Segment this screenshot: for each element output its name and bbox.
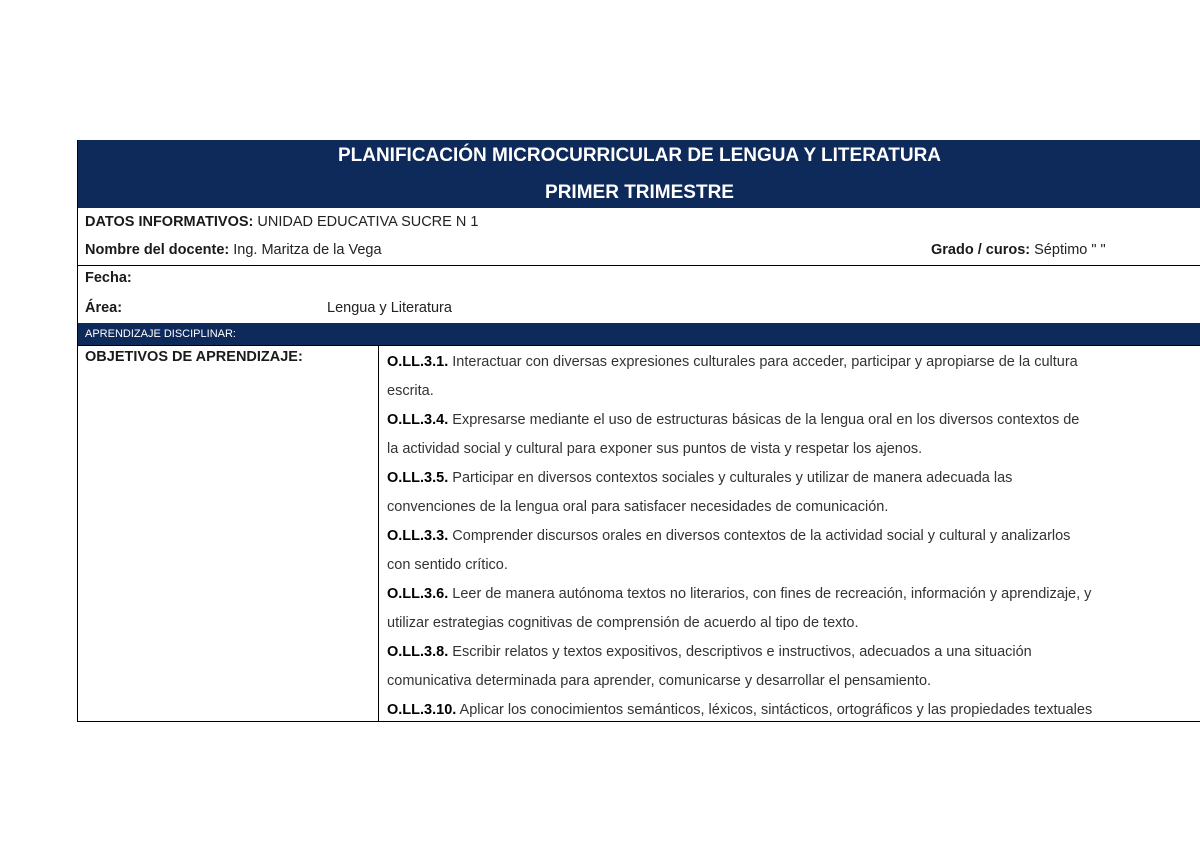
grado-value: Séptimo " "	[1034, 242, 1106, 258]
objetivo-text: Aplicar los conocimientos semánticos, léxicos, sintácticos, ortográficos y las propiedades textuales	[456, 702, 1093, 718]
objetivo-text: Participar en diversos contextos sociales y culturales y utilizar de manera adecuada las	[448, 470, 1013, 486]
datos-value: UNIDAD EDUCATIVA SUCRE N 1	[257, 214, 479, 230]
objetivo-code: O.LL.3.5.	[387, 470, 449, 486]
objetivo-code: O.LL.3.1.	[387, 354, 449, 370]
fecha-row	[78, 265, 1200, 295]
document-subtitle: PRIMER TRIMESTRE	[545, 182, 734, 203]
objetivo-text: con sentido crítico.	[387, 557, 508, 573]
objetivo-line	[387, 638, 1200, 667]
objetivo-line	[387, 667, 1200, 696]
objetivo-text: la actividad social y cultural para exponer sus puntos de vista y respetar los ajenos.	[387, 441, 923, 457]
objetivo-text: utilizar estrategias cognitivas de comprensión de acuerdo al tipo de texto.	[387, 615, 859, 631]
objetivo-line	[387, 580, 1200, 609]
objetivo-text: Interactuar con diversas expresiones culturales para acceder, participar y apropiarse de la cultura	[448, 354, 1078, 370]
docente-value: Ing. Maritza de la Vega	[233, 242, 382, 258]
objetivo-code: O.LL.3.8.	[387, 644, 449, 660]
objetivo-line	[387, 464, 1200, 493]
planning-document	[77, 140, 1200, 722]
objetivo-line	[387, 522, 1200, 551]
datos-informativos-row	[78, 208, 1200, 237]
objetivos-table	[78, 345, 1200, 722]
objetivo-text: Comprender discursos orales en diversos contextos de la actividad social y cultural y analizarlos	[448, 528, 1071, 544]
grado-label: Grado / curos:	[931, 242, 1031, 258]
objetivo-line	[387, 348, 1200, 377]
objetivo-code: O.LL.3.3.	[387, 528, 449, 544]
title-banner	[78, 140, 1200, 208]
area-value: Lengua y Literatura	[327, 300, 452, 316]
objetivos-label: OBJETIVOS DE APRENDIZAJE:	[78, 346, 379, 721]
objetivo-line	[387, 377, 1200, 406]
objetivo-line	[387, 609, 1200, 638]
docente-label: Nombre del docente:	[85, 242, 230, 258]
objetivo-code: O.LL.3.4.	[387, 412, 449, 428]
area-row	[78, 295, 1200, 323]
objetivo-text: comunicativa determinada para aprender, comunicarse y desarrollar el pensamiento.	[387, 673, 932, 689]
objetivo-code: O.LL.3.6.	[387, 586, 449, 602]
objetivo-line	[387, 493, 1200, 522]
objetivo-line	[387, 406, 1200, 435]
docente-row	[78, 237, 1200, 265]
objetivo-text: Escribir relatos y textos expositivos, descriptivos e instructivos, adecuados a una situación	[448, 644, 1032, 660]
objetivos-list	[379, 346, 1200, 721]
fecha-label: Fecha:	[85, 270, 132, 286]
objetivo-line	[387, 696, 1200, 721]
aprendizaje-disciplinar-band: APRENDIZAJE DISCIPLINAR:	[78, 323, 1200, 345]
objetivo-code: O.LL.3.10.	[387, 702, 457, 718]
objetivo-line	[387, 435, 1200, 464]
objetivo-text: escrita.	[387, 383, 434, 399]
datos-label: DATOS INFORMATIVOS:	[85, 214, 254, 230]
objetivo-line	[387, 551, 1200, 580]
objetivo-text: Expresarse mediante el uso de estructuras básicas de la lengua oral en los diversos contextos de	[448, 412, 1080, 428]
document-title: PLANIFICACIÓN MICROCURRICULAR DE LENGUA Y LITERATURA	[337, 145, 942, 166]
objetivo-text: Leer de manera autónoma textos no literarios, con fines de recreación, información y aprendizaje, y	[448, 586, 1092, 602]
area-label: Área:	[85, 300, 123, 316]
objetivo-text: convenciones de la lengua oral para satisfacer necesidades de comunicación.	[387, 499, 889, 515]
